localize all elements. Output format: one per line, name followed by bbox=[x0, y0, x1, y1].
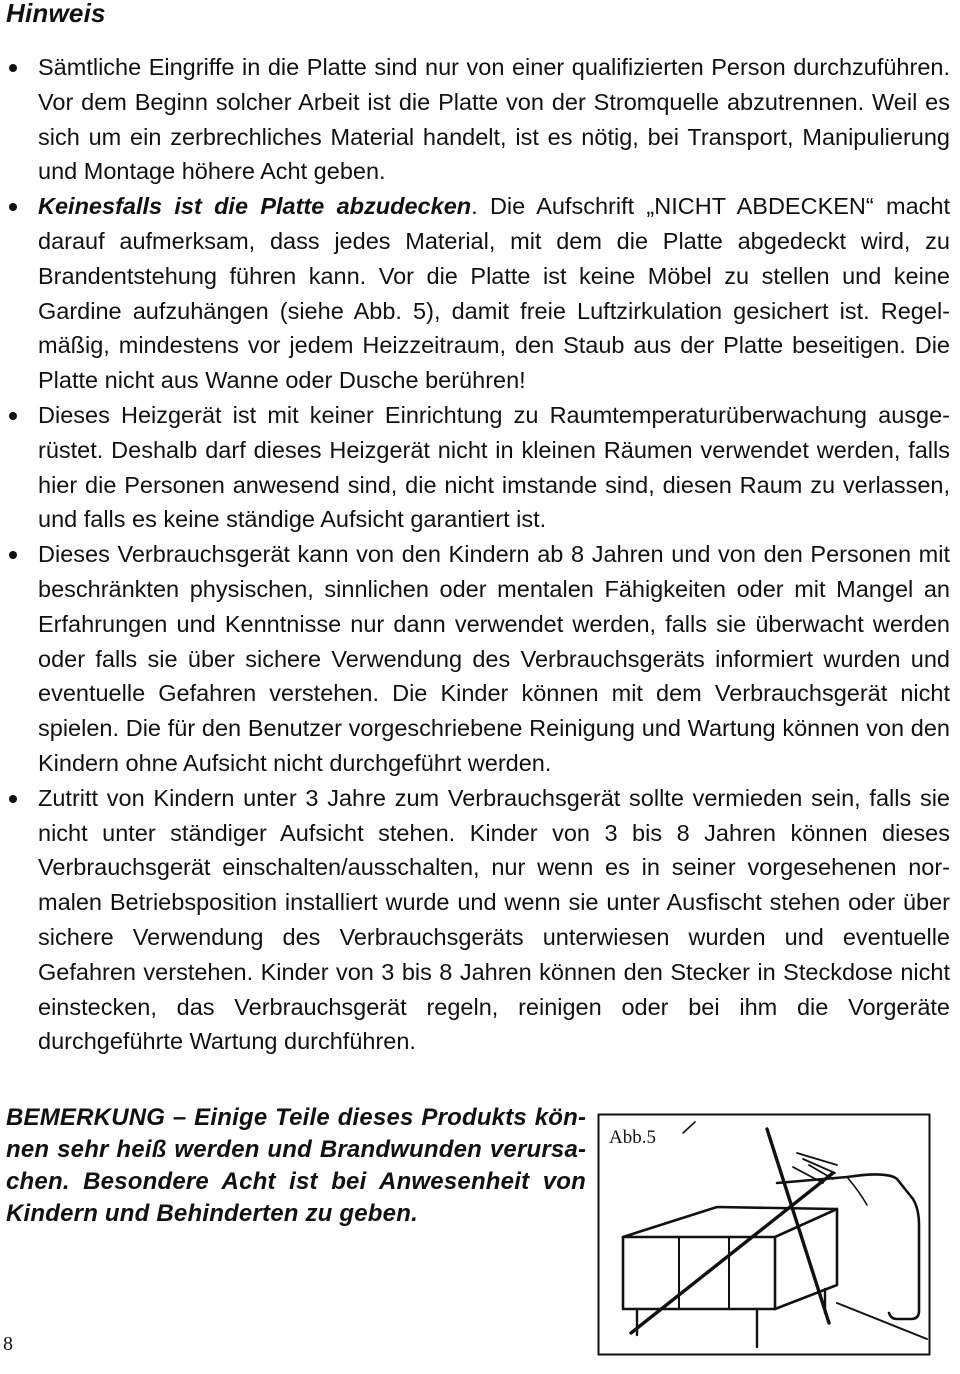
cabinet-side bbox=[775, 1209, 837, 1309]
list-item bbox=[0, 398, 960, 537]
bullet-icon bbox=[9, 64, 17, 72]
figure-label: Abb.5 bbox=[609, 1127, 656, 1148]
cabinet-top bbox=[623, 1207, 837, 1237]
cabinet-doors bbox=[679, 1237, 729, 1309]
page-number: 8 bbox=[3, 1333, 13, 1355]
radiator-panel bbox=[777, 1174, 919, 1319]
furniture-illustration bbox=[597, 1113, 931, 1357]
draped-cloth bbox=[793, 1153, 837, 1183]
list-item-text: Dieses Verbrauchsgerät kann von den Kindern ab 8 Jahren und von den Personen mit beschränkten physischen, sinnlichen oder mentalen Fähigkeiten oder mit Mangel an Erfahrungen und Kenntnisse nur dann verwendet werden, falls sie überwacht werden oder falls sie über sichere Verwendung des Verbrauchsgeräts informiert wurden und eventuelle Gefahren verstehen. Die Kinder können mit dem Verbrauchsgerät nicht spielen. Die für den Benutzer vorgeschriebene Reinigung und Wartung können von den Kindern ohne Aufsicht nicht durchgeführt werden. bbox=[38, 541, 950, 776]
cabinet-legs bbox=[637, 1289, 825, 1347]
list-item-text: Dieses Heizgerät ist mit keiner Einrichtung zu Raumtemperaturüberwachung ausgerüstet. Deshalb darf dieses Heizgerät nicht in kleinen Räumen verwendet werden, falls hier die Personen anwesend sind, die nicht imstande sind, diesen Raum zu verlassen, und falls es keine ständige Aufsicht garantiert ist. bbox=[38, 401, 950, 533]
bullet-icon bbox=[9, 412, 17, 420]
list-item bbox=[0, 781, 960, 1059]
floor-line bbox=[837, 1303, 927, 1339]
list-item-emphasis: Keinesfalls ist die Platte abzudecken bbox=[38, 193, 472, 220]
section-heading: Hinweis bbox=[6, 0, 106, 28]
list-item bbox=[0, 50, 960, 189]
warning-note: BEMERKUNG – Einige Teile dieses Produkts können sehr heiß werden und Brandwunden verursachen. Besondere Acht ist bei Anwesenheit von Kindern und Behinderten zu geben. bbox=[6, 1104, 586, 1227]
cabinet-front bbox=[623, 1237, 775, 1309]
safety-notes-list bbox=[0, 50, 960, 1059]
bullet-icon bbox=[9, 795, 17, 803]
list-item-text: . Die Aufschrift „NICHT ABDECKEN“ macht darauf aufmerksam, dass jedes Material, mit dem die Platte abgedeckt wird, zu Brandentstehung führen kann. Vor die Platte ist keine Möbel zu stellen und keine Gardine aufzuhängen (siehe Abb. 5), damit freie Luftzirkulation gesichert ist. Regelmäßig, mindestens vor jedem Heizzeitraum, den Staub aus der Platte beseitigen. Die Platte nicht aus Wanne oder Dusche berühren! bbox=[38, 193, 951, 394]
list-item-text: Zutritt von Kindern unter 3 Jahre zum Verbrauchsgerät sollte vermieden sein, falls sie nicht unter ständiger Aufsicht stehen. Kinder von 3 bis 8 Jahren können dieses Verbrauchsgerät einschalten/ausschalten, nur wenn es in seiner vorgesehenen normalen Betriebsposition installiert wurde und wenn sie unter Ausfischt stehen oder über sichere Verwendung des Verbrauchsgeräts unterwiesen wurden und eventuelle Gefahren verstehen. Kinder von 3 bis 8 Jahren können den Stecker in Steckdose nicht einstecken, das Verbrauchsgerät regeln, reinigen oder bei ihm die Vorgeräte durchgeführte Wartung durchführen. bbox=[38, 784, 950, 1055]
list-item bbox=[0, 189, 960, 398]
figure-abb5 bbox=[597, 1113, 931, 1357]
list-item-text: Sämtliche Eingriffe in die Platte sind nur von einer qualifizierten Person durchzuführen. Vor dem Beginn solcher Arbeit ist die Platte von der Stromquelle abzutrennen. Weil es sich um ein zerbrechliches Material handelt, ist es nötig, bei Transport, Manipulierung und Montage höhere Acht geben. bbox=[38, 54, 950, 185]
list-item-body bbox=[38, 189, 950, 398]
bullet-icon bbox=[9, 203, 17, 211]
radiator-edge bbox=[847, 1177, 867, 1205]
bullet-icon bbox=[9, 551, 17, 559]
list-item bbox=[0, 537, 960, 781]
wall-corner-line bbox=[683, 1122, 695, 1133]
